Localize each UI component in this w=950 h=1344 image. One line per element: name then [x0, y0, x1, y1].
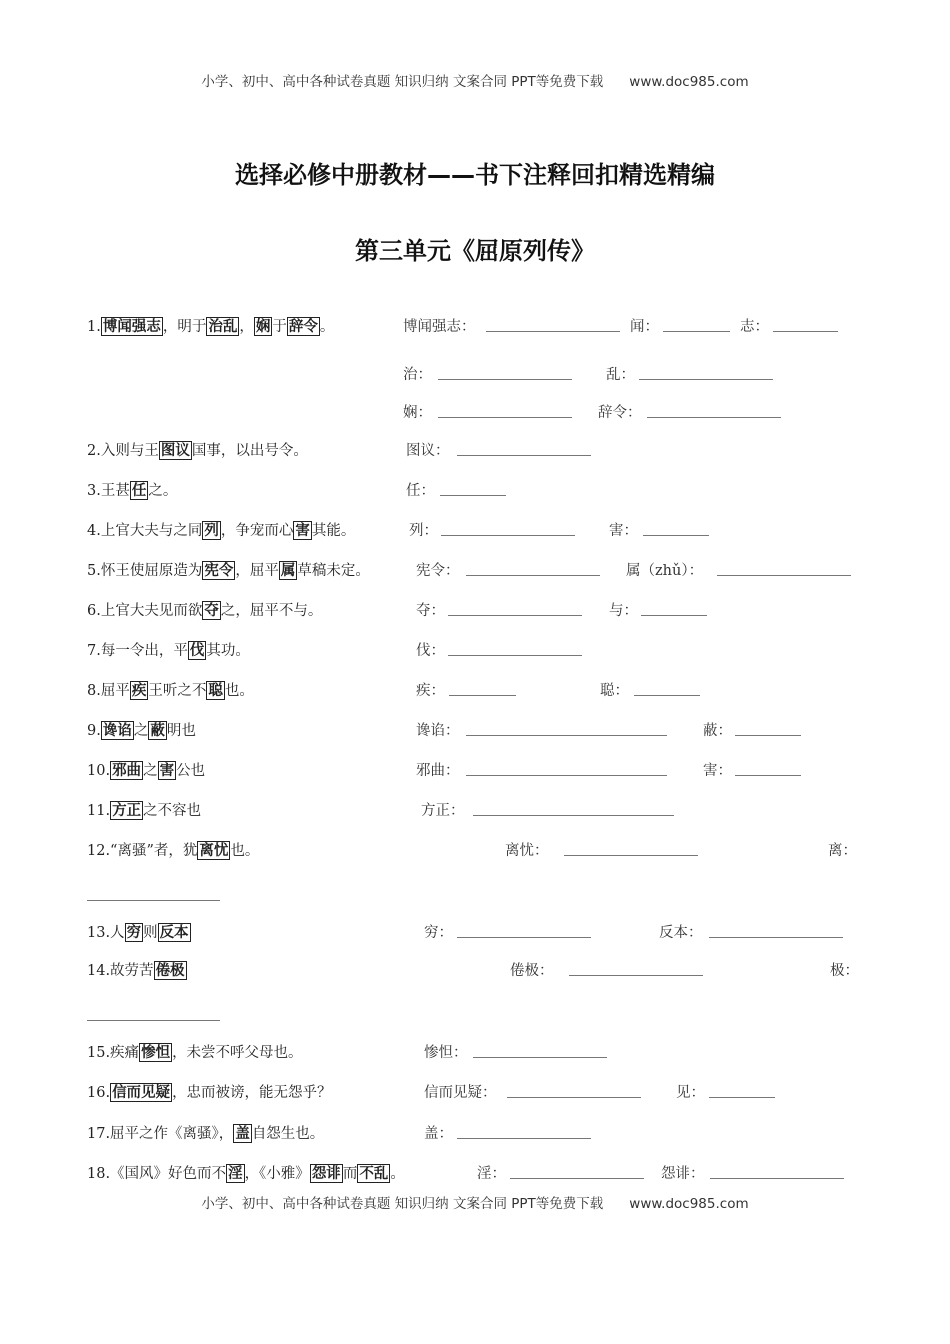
sentence-text: 国事，以出号令。	[191, 443, 308, 459]
boxed-keyword: 穷	[126, 924, 142, 941]
field-label: 宪令：	[416, 563, 460, 579]
sentence-text: 之	[143, 763, 158, 779]
field-label: 疾：	[416, 683, 445, 699]
boxed-keyword: 属	[280, 562, 296, 579]
boxed-keyword: 邪曲	[112, 762, 142, 779]
sentence	[87, 680, 254, 702]
exercise-row	[0, 1082, 950, 1104]
footer-text: 小学、初中、高中各种试卷真题 知识归纳 文案合同 PPT等免费下载	[201, 1196, 604, 1212]
field-label: 惨怛：	[424, 1045, 468, 1061]
field-label: 治：	[403, 367, 432, 383]
answer-blank[interactable]	[448, 615, 582, 616]
boxed-keyword: 博闻强志	[102, 318, 161, 335]
footer-url: www.doc985.com	[629, 1196, 749, 1212]
sentence-text: 3.王甚	[87, 483, 130, 499]
boxed-keyword: 反本	[159, 924, 189, 941]
boxed-keyword: 盖	[235, 1125, 250, 1142]
sentence	[87, 520, 355, 542]
boxed-keyword: 害	[159, 762, 175, 779]
field-label: 反本：	[659, 925, 703, 941]
answer-blank[interactable]	[448, 655, 582, 656]
sentence	[87, 640, 250, 662]
answer-blank[interactable]	[473, 1057, 607, 1058]
answer-blank[interactable]	[709, 1097, 775, 1098]
answer-blank[interactable]	[639, 379, 773, 380]
sentence-text: 4.上官大夫与之同	[87, 523, 203, 539]
sentence-text: ，忠而被谤，能无怨乎？	[172, 1085, 332, 1101]
exercise-row	[0, 520, 950, 542]
boxed-keyword: 图议	[160, 442, 190, 459]
sentence	[87, 1163, 405, 1185]
sentence-text: 之	[133, 723, 149, 739]
exercise-row	[0, 480, 950, 502]
sentence-text: 而	[342, 1166, 358, 1182]
exercise-row	[0, 922, 950, 944]
field-label: 怨诽：	[661, 1166, 705, 1182]
field-label: 离：	[828, 843, 857, 859]
sentence	[87, 800, 201, 822]
sentence-text: 之不容也	[143, 803, 202, 819]
field-label: 列：	[409, 523, 438, 539]
sentence	[87, 480, 177, 502]
sentence	[87, 1123, 324, 1145]
answer-blank[interactable]	[438, 379, 572, 380]
boxed-keyword: 娴	[255, 318, 271, 335]
sentence-text: ，明于	[162, 319, 207, 335]
answer-blank[interactable]	[507, 1097, 641, 1098]
exercise-row	[0, 1163, 950, 1185]
exercise-row	[0, 316, 950, 338]
answer-blank[interactable]	[773, 331, 838, 332]
field-label: 任：	[406, 483, 435, 499]
sentence-text: 之，屈平不与。	[220, 603, 323, 619]
sentence	[87, 560, 370, 582]
answer-blank[interactable]	[510, 1178, 644, 1179]
answer-blank[interactable]	[457, 455, 591, 456]
field-label: 离忧：	[505, 843, 549, 859]
header-text: 小学、初中、高中各种试卷真题 知识归纳 文案合同 PPT等免费下载	[201, 74, 604, 90]
answer-blank[interactable]	[473, 815, 674, 816]
answer-blank[interactable]	[735, 735, 801, 736]
sentence-text: 。	[319, 319, 335, 335]
answer-blank[interactable]	[438, 417, 572, 418]
sentence-text: 其能。	[311, 523, 356, 539]
sentence-text: ，争宠而心	[220, 523, 294, 539]
boxed-keyword: 怨诽	[311, 1165, 341, 1182]
field-label: 见：	[676, 1085, 705, 1101]
exercise-row	[0, 960, 950, 982]
sentence-text: ，《小雅》	[244, 1166, 310, 1182]
field-label: 害：	[609, 523, 638, 539]
boxed-keyword: 不乱	[359, 1165, 389, 1182]
field-label: 蔽：	[703, 723, 732, 739]
answer-blank[interactable]	[717, 575, 851, 576]
sentence	[87, 720, 196, 742]
exercise-row	[0, 760, 950, 782]
boxed-keyword: 害	[295, 522, 310, 539]
sentence-text: 于	[272, 319, 287, 335]
sentence	[87, 760, 205, 782]
exercise-row	[0, 640, 950, 662]
field-label: 极：	[830, 963, 859, 979]
sentence-text: 18.《国风》好色而不	[87, 1166, 227, 1182]
sentence-text: 则	[143, 925, 158, 941]
sentence-text: 2.入则与王	[87, 443, 159, 459]
answer-blank[interactable]	[647, 417, 781, 418]
sentence-text: 明也	[166, 723, 196, 739]
sentence	[87, 922, 191, 944]
field-label: 娴：	[403, 405, 432, 421]
boxed-keyword: 离忧	[199, 842, 229, 859]
exercise-row	[0, 680, 950, 702]
sentence-text: ，屈平	[235, 563, 279, 579]
sentence-text: 王听之不	[148, 683, 207, 699]
answer-blank[interactable]	[457, 937, 591, 938]
sentence-text: 。	[390, 1166, 405, 1182]
sentence-text: 11.	[87, 803, 111, 819]
sentence	[87, 1082, 332, 1104]
sentence-text: 13.人	[87, 925, 125, 941]
field-label: 夺：	[416, 603, 445, 619]
answer-blank[interactable]	[486, 331, 620, 332]
field-label: 淫：	[477, 1166, 506, 1182]
header-url: www.doc985.com	[629, 74, 749, 90]
exercise-row	[0, 402, 950, 424]
field-label: 方正：	[421, 803, 465, 819]
boxed-keyword: 辞令	[288, 318, 318, 335]
boxed-keyword: 谗谄	[102, 722, 132, 739]
answer-blank[interactable]	[440, 495, 506, 496]
boxed-keyword: 倦极	[155, 962, 185, 979]
field-label: 与：	[609, 603, 638, 619]
sentence-text: 10.	[87, 763, 111, 779]
field-label: 谗谄：	[416, 723, 460, 739]
sentence-text: 自怨生也。	[251, 1126, 325, 1142]
sentence	[87, 440, 308, 462]
exercise-row	[0, 600, 950, 622]
boxed-keyword: 惨怛	[141, 1044, 171, 1061]
exercise-row	[0, 364, 950, 386]
boxed-keyword: 聪	[208, 682, 223, 699]
sentence-text: 1.	[87, 319, 101, 335]
field-label: 乱：	[606, 367, 635, 383]
answer-blank[interactable]	[87, 900, 220, 901]
sentence-text: 其功。	[206, 643, 250, 659]
boxed-keyword: 宪令	[204, 562, 234, 579]
sentence-text: 也。	[224, 683, 254, 699]
answer-blank[interactable]	[441, 535, 575, 536]
answer-blank[interactable]	[466, 575, 600, 576]
exercise-row	[0, 720, 950, 742]
sentence	[87, 316, 334, 338]
sentence-text: 也。	[230, 843, 260, 859]
answer-blank[interactable]	[643, 535, 709, 536]
field-label: 穷：	[424, 925, 453, 941]
exercise-row	[0, 1123, 950, 1145]
field-label: 图议：	[406, 443, 450, 459]
sentence	[87, 960, 187, 982]
boxed-keyword: 任	[131, 482, 147, 499]
answer-blank[interactable]	[466, 735, 667, 736]
field-label: 辞令：	[598, 405, 642, 421]
answer-blank[interactable]	[449, 695, 516, 696]
answer-blank[interactable]	[569, 975, 703, 976]
answer-blank[interactable]	[709, 937, 843, 938]
boxed-keyword: 疾	[131, 682, 147, 699]
sentence-text: 12.“离骚”者，犹	[87, 843, 198, 859]
sentence-text: 17.屈平之作《离骚》，	[87, 1126, 234, 1142]
sentence-text: 6.上官大夫见而欲	[87, 603, 203, 619]
sentence	[87, 600, 322, 622]
sentence-text: 15.疾痛	[87, 1045, 140, 1061]
field-label: 闻：	[630, 319, 659, 335]
exercise-row	[0, 440, 950, 462]
sentence-text: 8.屈平	[87, 683, 130, 699]
boxed-keyword: 伐	[189, 642, 205, 659]
field-label: 博闻强志：	[403, 319, 476, 335]
page-subtitle: 第三单元《屈原列传》	[355, 237, 595, 265]
field-label: 聪：	[600, 683, 629, 699]
boxed-keyword: 列	[204, 522, 219, 539]
answer-blank[interactable]	[710, 1178, 844, 1179]
sentence	[87, 840, 259, 862]
answer-blank[interactable]	[466, 775, 667, 776]
sentence-text: ，未尝不呼父母也。	[172, 1045, 303, 1061]
sentence-text: 16.	[87, 1085, 111, 1101]
page-title: 选择必修中册教材——书下注释回扣精选精编	[235, 161, 715, 189]
field-label: 害：	[703, 763, 732, 779]
field-label: 盖：	[424, 1126, 453, 1142]
sentence-text: 14.故劳苦	[87, 963, 154, 979]
sentence-text: 5.怀王使屈原造为	[87, 563, 203, 579]
page-header	[0, 70, 950, 90]
boxed-keyword: 信而见疑	[112, 1084, 171, 1101]
answer-blank[interactable]	[641, 615, 707, 616]
answer-blank[interactable]	[663, 331, 730, 332]
field-label: 志：	[740, 319, 769, 335]
page-footer	[0, 1192, 950, 1212]
boxed-keyword: 蔽	[150, 722, 165, 739]
sentence-text: 草稿未定。	[297, 563, 370, 579]
sentence-text: ，	[239, 319, 254, 335]
sentence	[87, 1042, 303, 1064]
field-label: 倦极：	[510, 963, 554, 979]
field-label: 伐：	[416, 643, 445, 659]
field-label: 属（zhǔ）：	[626, 563, 704, 579]
answer-blank[interactable]	[634, 695, 700, 696]
sentence-text: 之。	[148, 483, 178, 499]
exercise-row	[0, 840, 950, 862]
answer-blank[interactable]	[735, 775, 801, 776]
boxed-keyword: 治乱	[208, 318, 238, 335]
boxed-keyword: 方正	[112, 802, 142, 819]
boxed-keyword: 淫	[228, 1165, 243, 1182]
answer-blank[interactable]	[564, 855, 698, 856]
sentence-text: 9.	[87, 723, 101, 739]
exercise-row	[0, 1042, 950, 1064]
answer-blank[interactable]	[87, 1020, 220, 1021]
sentence-text: 公也	[176, 763, 206, 779]
exercise-row	[0, 560, 950, 582]
sentence-text: 7.每一令出，平	[87, 643, 188, 659]
boxed-keyword: 夺	[204, 602, 219, 619]
answer-blank[interactable]	[457, 1138, 591, 1139]
field-label: 信而见疑：	[424, 1085, 497, 1101]
exercise-row	[0, 800, 950, 822]
field-label: 邪曲：	[416, 763, 460, 779]
